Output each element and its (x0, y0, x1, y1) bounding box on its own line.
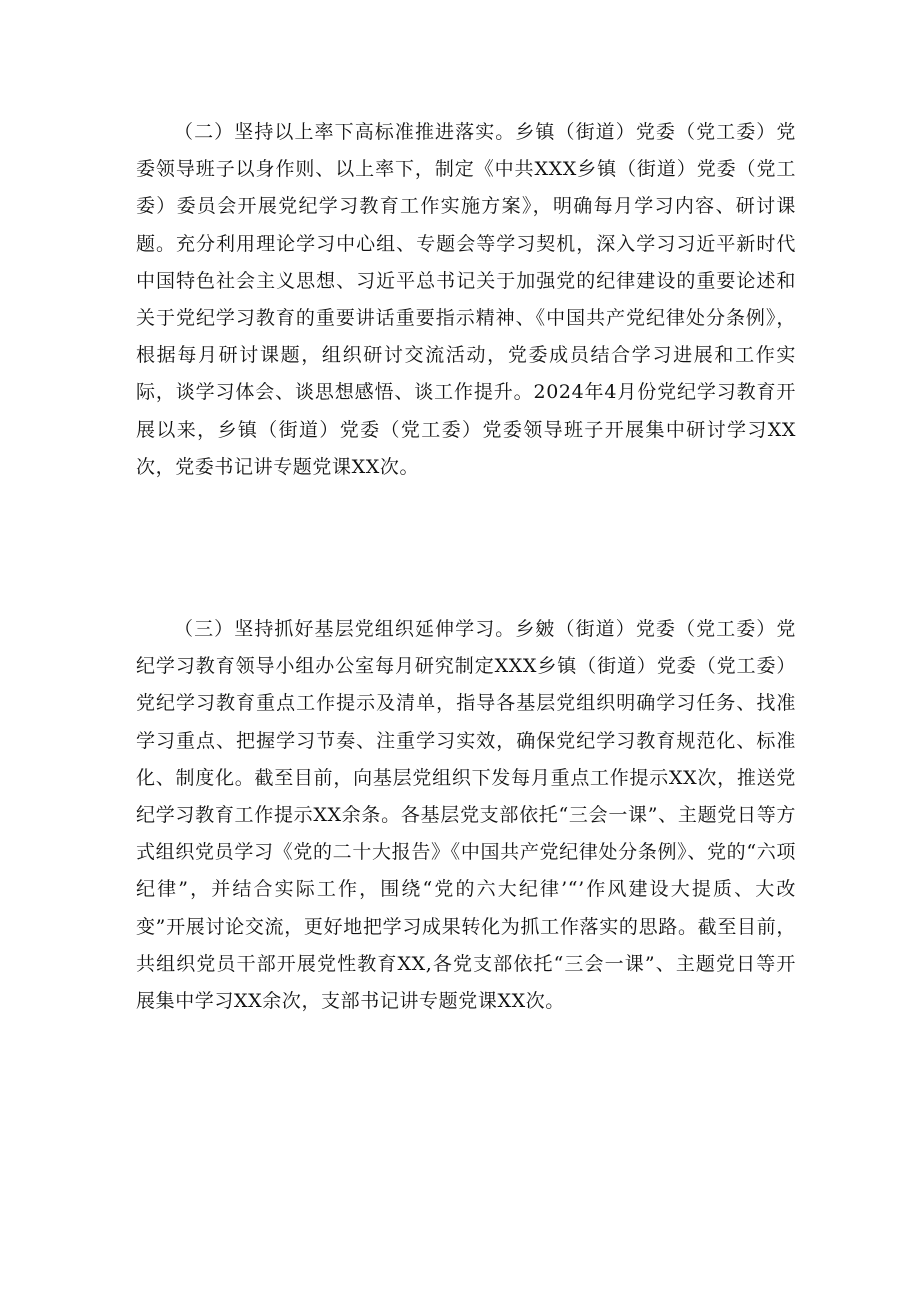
paragraph-section-2: （二）坚持以上率下高标准推进落实。乡镇（街道）党委（党工委）党委领导班子以身作则、以上率下，制定《中共XXX乡镇（街道）党委（党工委）委员会开展党纪学习教育工作实施方案》，明确每月学习内容、研讨课题。充分利用理论学习中心组、专题会等学习契机，深入学习习近平新时代中国特色社会主义思想、习近平总书记关于加强党的纪律建设的重要论述和关于党纪学习教育的重要讲话重要指示精神、《中国共产党纪律处分条例》，根据每月研讨课题，组织研讨交流活动，党委成员结合学习进展和工作实际，谈学习体会、谈思想感悟、谈工作提升。2024年4月份党纪学习教育开展以来，乡镇（街道）党委（党工委）党委领导班子开展集中研讨学习XX次，党委书记讲专题党课XX次。 (136, 121, 796, 478)
paragraph-section-3: （三）坚持抓好基层党组织延伸学习。乡皴（街道）党委（党工委）党纪学习教育领导小组办公室每月研究制定XXX乡镇（街道）党委（党工委）党纪学习教育重点工作提示及清单，指导各基层党组织明确学习任务、找准学习重点、把握学习节奏、注重学习实效，确保党纪学习教育规范化、标准化、制度化。截至目前，向基层党组织下发每月重点工作提示XX次，推送党纪学习教育工作提示XX余条。各基层党支部依托“三会一课”、主题党日等方式组织党员学习《党的二十大报告》《中国共产党纪律处分条例》、党的“六项纪律”，并结合实际工作，围绕“党的六大纪律’“’作风建设大提质、大改变”开展讨论交流，更好地把学习成果转化为抓工作落实的思路。截至目前，共组织党员干部开展党性教育XX,各党支部依托“三会一课”、主题党日等开展集中学习XX余次，支部书记讲专题党课XX次。 (136, 618, 796, 1013)
